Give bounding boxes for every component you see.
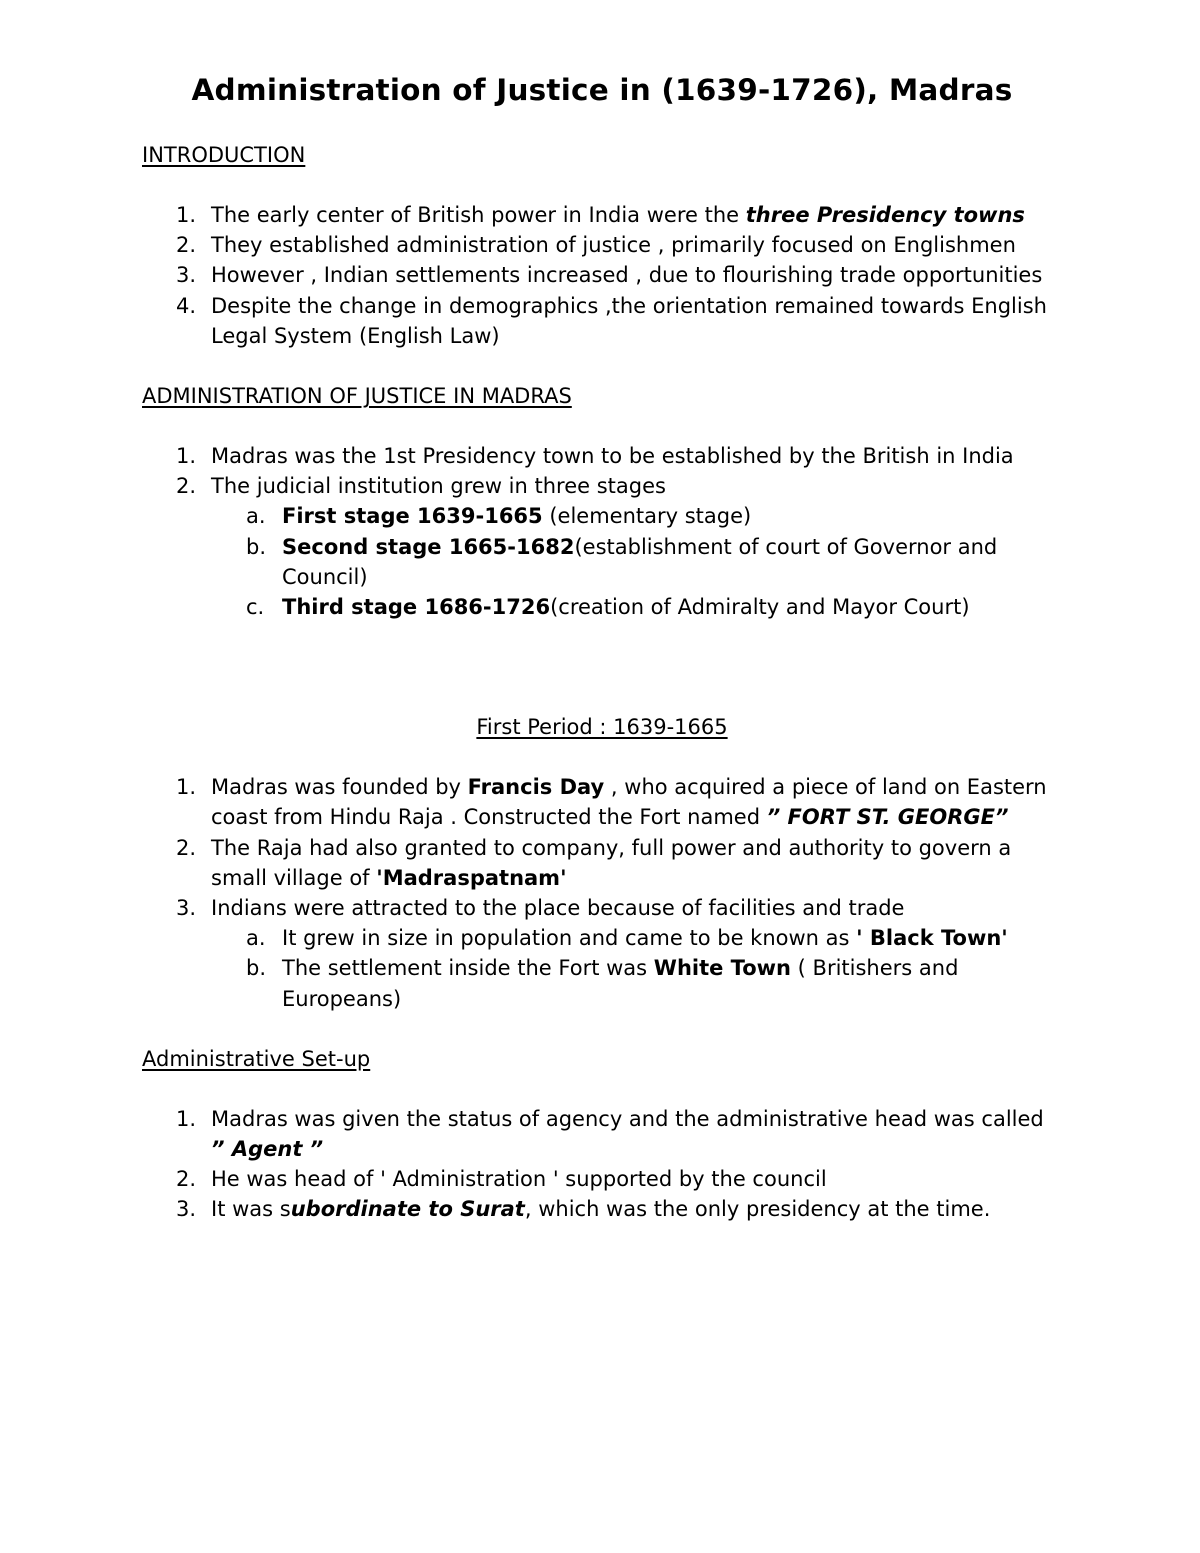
sub-list-item: c. Third stage 1686-1726(creation of Admiralty and Mayor Court) xyxy=(246,595,970,620)
stages-sublist xyxy=(211,501,1062,622)
list-item: 3. Indians were attracted to the place because of facilities and trade a. It grew in size in population and came to be known as ' Black Town' b. The settlement inside the Fort was White Town ( Britishers and Europeans) xyxy=(142,893,1062,1014)
section-heading-administration-madras: ADMINISTRATION OF JUSTICE IN MADRAS xyxy=(142,384,572,409)
list-item: 1. The early center of British power in India were the three Presidency towns xyxy=(176,203,1025,227)
madras-list xyxy=(142,441,1062,622)
section-heading-introduction: INTRODUCTION xyxy=(142,143,306,167)
administrative-setup-list xyxy=(142,1104,1062,1225)
towns-sublist xyxy=(211,923,1062,1014)
first-period-list xyxy=(142,772,1062,1014)
sub-list-item: b. The settlement inside the Fort was White Town ( Britishers and Europeans) xyxy=(246,956,959,1011)
sub-list-item: b. Second stage 1665-1682(establishment of court of Governor and Council) xyxy=(246,534,998,589)
list-item: 2. The judicial institution grew in three stages a. First stage 1639-1665 (elementary stage) b. Second stage 1665-1682(establishment of court of Governor and Council) c. Third stage 1686-1726(creation of Admiralty and Mayor Court) xyxy=(142,471,1062,622)
list-item: 1. Madras was given the status of agency and the administrative head was called ” Agent ” xyxy=(176,1106,1044,1162)
introduction-list xyxy=(142,200,1062,351)
list-item: 3. It was subordinate to Surat, which was the only presidency at the time. xyxy=(176,1197,991,1222)
document-page xyxy=(142,70,1062,1225)
list-item: 3. However , Indian settlements increased , due to flourishing trade opportunities xyxy=(176,263,1043,288)
list-item: 1. Madras was founded by Francis Day , who acquired a piece of land on Eastern coast from Hindu Raja . Constructed the Fort named ” FORT ST. GEORGE” xyxy=(176,775,1047,830)
sub-list-item: a. It grew in size in population and came to be known as ' Black Town' xyxy=(246,926,1008,951)
list-item: 1. Madras was the 1st Presidency town to be established by the British in India xyxy=(176,444,1014,469)
list-item: 2. The Raja had also granted to company, full power and authority to govern a small village of 'Madraspatnam' xyxy=(176,835,1012,890)
section-heading-first-period: First Period : 1639-1665 xyxy=(476,715,728,740)
document-title: Administration of Justice in (1639-1726), Madras xyxy=(191,73,1013,107)
section-heading-administrative-setup: Administrative Set-up xyxy=(142,1046,371,1071)
list-item: 4. Despite the change in demographics ,the orientation remained towards English Legal System (English Law) xyxy=(176,293,1047,348)
list-item: 2. He was head of ' Administration ' supported by the council xyxy=(176,1167,827,1192)
list-item: 2. They established administration of justice , primarily focused on Englishmen xyxy=(176,233,1016,258)
sub-list-item: a. First stage 1639-1665 (elementary stage) xyxy=(246,504,752,529)
